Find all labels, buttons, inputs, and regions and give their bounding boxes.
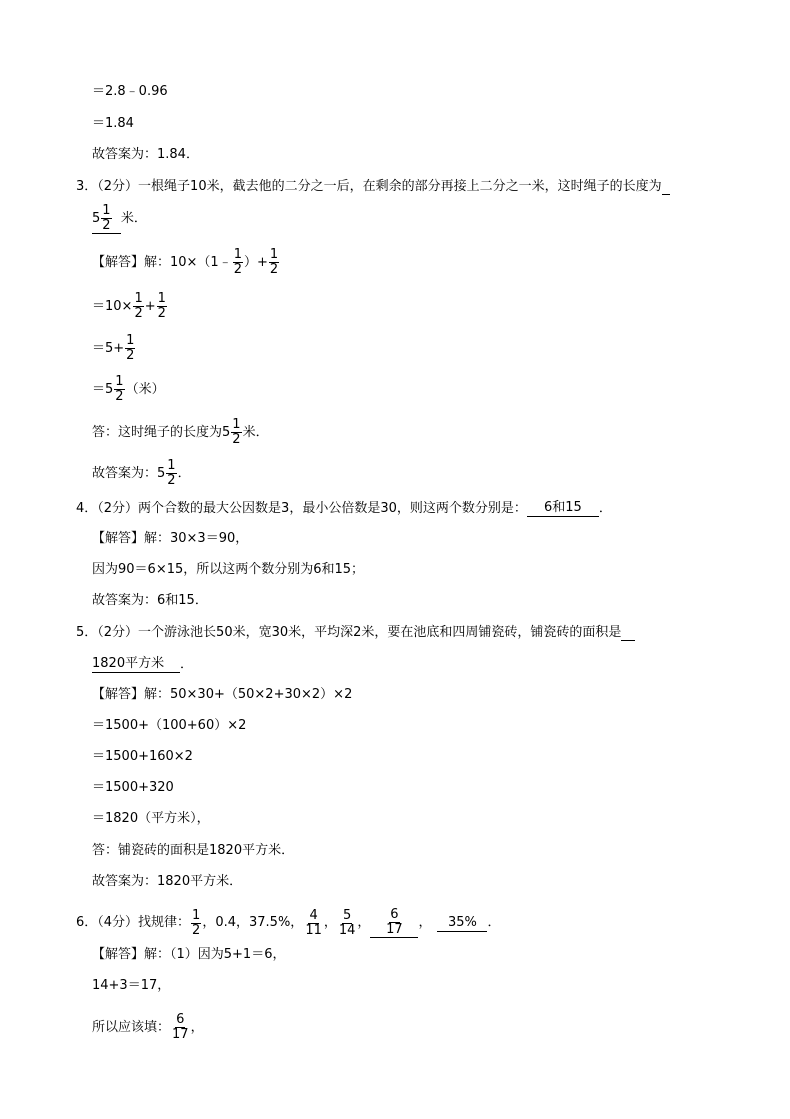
calc-line: ＝2.8﹣0.96 — [92, 84, 168, 99]
answer-blank: 35% — [437, 915, 487, 932]
fraction: $\frac{1}{2}$ — [134, 291, 143, 321]
question-5: 5．（2分）一个游泳池长50米，宽30米，平均深2米，要在池底和四周铺瓷砖，铺瓷砖的面积是 — [76, 624, 635, 641]
answer-blank: 1820平方米 — [92, 656, 180, 673]
solution-line: 【解答】解：50×30+（50×2+30×2）×2 — [92, 687, 353, 702]
calc-line: ＝5 $\frac{1}{2}$ （米） — [92, 374, 165, 404]
fraction: $\frac{6}{17}$ — [172, 1012, 189, 1042]
calc-line: ＝1500+160×2 — [92, 749, 193, 764]
answer-line: 故答案为：1820平方米． — [92, 874, 243, 889]
fraction: $\frac{1}{2}$ — [126, 333, 135, 363]
answer-blank: 5 $\frac{1}{2}$ — [92, 204, 121, 234]
answer-line: 故答案为：5 $\frac{1}{2}$ ． — [92, 458, 191, 488]
calc-line: ＝5+ $\frac{1}{2}$ — [92, 333, 135, 363]
question-3-answer: 5 $\frac{1}{2}$ 米． — [92, 203, 147, 233]
fraction: $\frac{1}{2}$ — [192, 907, 201, 938]
conclusion-line: 答：铺瓷砖的面积是1820平方米． — [92, 843, 295, 858]
calc-line: ＝1820（平方米）， — [92, 811, 210, 826]
fraction: $\frac{1}{2}$ — [269, 247, 279, 277]
fraction: $\frac{1}{2}$ — [115, 374, 124, 404]
calc-line: ＝1500+320 — [92, 780, 174, 795]
question-5-answer: 1820平方米 ． — [92, 656, 194, 672]
question-3: 3．（2分）一根绳子10米，截去他的二分之一后，在剩余的部分再接上二分之一米，这时绳子的长度为 — [76, 178, 670, 195]
calc-line: 所以应该填： $\frac{6}{17}$ ， — [92, 1012, 204, 1042]
fraction: $\frac{1}{2}$ — [232, 417, 241, 447]
answer-blank — [370, 908, 418, 938]
solution-line: 【解答】解：10×（1﹣ $\frac{1}{2}$ ）+ $\frac{1}{2}$ — [92, 247, 279, 277]
calc-line: 14+3＝17， — [92, 978, 171, 993]
answer-line: 故答案为：6和15． — [92, 593, 208, 608]
fraction: $\frac{1}{2}$ — [102, 203, 111, 233]
fraction: $\frac{5}{14}$ — [338, 907, 356, 938]
fraction: $\frac{6}{17}$ — [386, 907, 403, 937]
question-4: 4．（2分）两个合数的最大公因数是3，最小公倍数是30，则这两个数分别是： 6和15 ． — [76, 500, 612, 516]
calc-line: ＝1500+（100+60）×2 — [92, 718, 247, 733]
question-6: 6．（4分）找规律： $\frac{1}{2}$ ，0.4，37.5%， $\frac{4}{11}$ ， $\frac{5}{14}$ ， $\frac{6}{17}$ ， 35% ． — [76, 907, 501, 938]
fraction: $\frac{4}{11}$ — [305, 907, 322, 938]
fraction: $\frac{1}{2}$ — [167, 458, 176, 488]
calc-line: ＝1.84 — [92, 116, 134, 131]
fraction: $\frac{1}{2}$ — [233, 247, 242, 277]
calc-line: 因为90＝6×15，所以这两个数分别为6和15； — [92, 562, 365, 577]
answer-blank: 6和15 — [527, 500, 599, 517]
conclusion-line: 答：这时绳子的长度为5 $\frac{1}{2}$ 米． — [92, 417, 269, 447]
solution-line: 【解答】解：（1）因为5+1＝6， — [92, 947, 286, 962]
calc-line: ＝10× $\frac{1}{2}$ + $\frac{1}{2}$ — [92, 291, 166, 321]
fraction: $\frac{1}{2}$ — [157, 291, 166, 321]
solution-line: 【解答】解：30×3＝90， — [92, 531, 249, 546]
answer-line: 故答案为：1.84． — [92, 147, 199, 162]
